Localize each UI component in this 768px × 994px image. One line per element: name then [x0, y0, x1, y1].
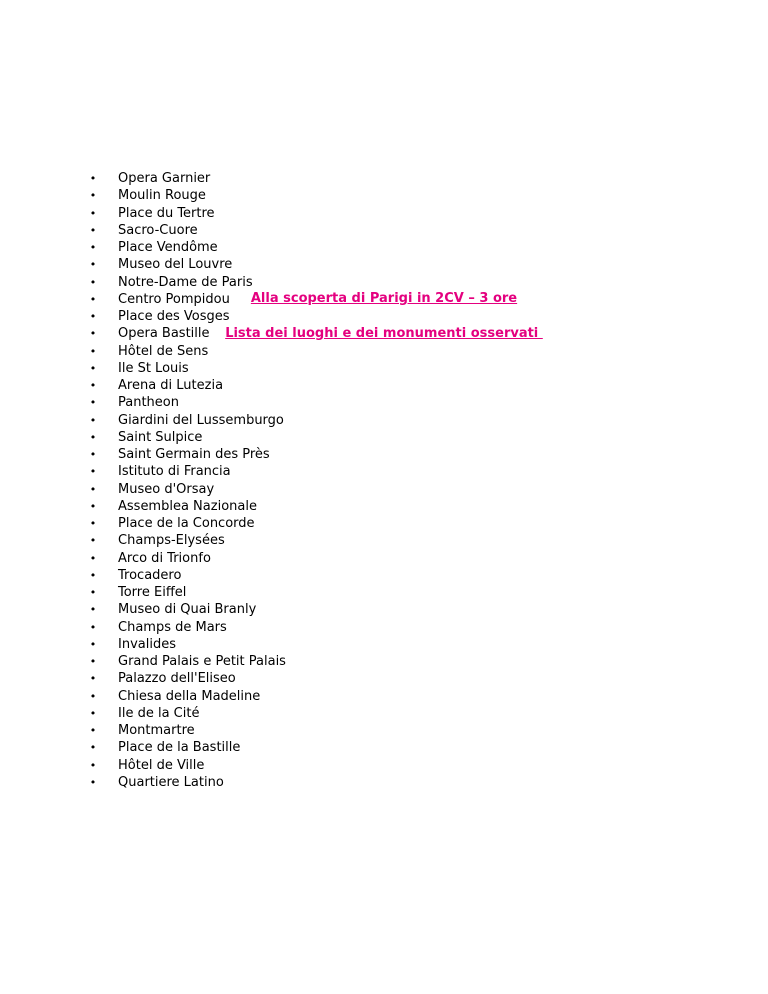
place-name: Saint Germain des Près — [118, 447, 270, 462]
place-name: Pantheon — [118, 395, 179, 411]
bullet-icon: • — [89, 206, 97, 220]
place-name: Place de la Bastille — [118, 740, 241, 756]
list-item — [88, 739, 286, 756]
place-name: Museo del Louvre — [118, 257, 233, 273]
list-item — [88, 567, 286, 584]
bullet-icon: • — [89, 551, 97, 565]
list-item — [88, 394, 286, 411]
place-name: Centro Pompidou — [118, 291, 230, 307]
list-item — [88, 325, 286, 342]
place-name: Opera Bastille — [118, 326, 210, 342]
list-item — [88, 722, 286, 739]
place-name: Hôtel de Ville — [118, 757, 205, 773]
bullet-icon: • — [89, 689, 97, 703]
list-item — [88, 705, 286, 722]
list-item — [88, 550, 286, 567]
place-name: Torre Eiffel — [118, 585, 187, 600]
bullet-icon: • — [89, 637, 97, 651]
list-item — [88, 515, 286, 532]
places-list — [88, 170, 286, 791]
place-name: Place Vendôme — [118, 240, 218, 255]
bullet-icon: • — [89, 258, 97, 272]
list-item — [88, 601, 286, 618]
place-name: Istituto di Francia — [118, 464, 231, 480]
bullet-icon: • — [89, 517, 97, 530]
place-name: Montmartre — [118, 723, 195, 738]
place-name: Palazzo dell'Eliseo — [118, 671, 236, 687]
list-item — [88, 343, 286, 360]
list-item — [88, 429, 286, 446]
place-name: Chiesa della Madeline — [118, 688, 261, 704]
bullet-icon: • — [89, 586, 97, 599]
list-item — [88, 653, 286, 670]
document-subtitle: Lista dei luoghi e dei monumenti osservati — [225, 326, 543, 341]
place-name: Giardini del Lussemburgo — [118, 412, 284, 428]
list-item — [88, 308, 286, 325]
bullet-icon: • — [89, 379, 97, 392]
list-item — [88, 412, 286, 429]
place-name: Ile de la Cité — [118, 705, 200, 721]
place-name: Champs-Elysées — [118, 533, 225, 549]
bullet-icon: • — [89, 655, 97, 668]
bullet-icon: • — [89, 223, 97, 237]
bullet-icon: • — [89, 327, 97, 341]
list-item — [88, 446, 286, 463]
place-name: Grand Palais e Petit Palais — [118, 654, 286, 669]
bullet-icon: • — [89, 603, 97, 617]
bullet-icon: • — [89, 344, 97, 358]
bullet-icon: • — [89, 741, 97, 755]
place-name: Hôtel de Sens — [118, 343, 209, 359]
bullet-icon: • — [89, 292, 97, 306]
place-name: Sacro-Cuore — [118, 222, 198, 238]
bullet-icon: • — [89, 275, 97, 289]
place-name: Arena di Lutezia — [118, 378, 224, 393]
list-item — [88, 274, 286, 291]
bullet-icon: • — [89, 172, 97, 185]
list-item — [88, 688, 286, 705]
place-name: Invalides — [118, 636, 176, 652]
place-name: Notre-Dame de Paris — [118, 274, 253, 290]
list-item — [88, 498, 286, 515]
place-name: Museo d'Orsay — [118, 481, 215, 497]
bullet-icon: • — [89, 448, 97, 461]
bullet-icon: • — [89, 430, 97, 444]
place-name: Champs de Mars — [118, 619, 227, 635]
list-item — [88, 774, 286, 791]
place-name: Place de la Concorde — [118, 516, 255, 531]
list-item — [88, 222, 286, 239]
list-item — [88, 619, 286, 636]
bullet-icon: • — [89, 310, 97, 323]
bullet-icon: • — [89, 534, 97, 548]
bullet-icon: • — [89, 361, 97, 375]
place-name: Opera Garnier — [118, 171, 211, 186]
place-name: Arco di Trionfo — [118, 550, 211, 566]
place-name: Saint Sulpice — [118, 429, 203, 445]
list-item — [88, 377, 286, 394]
place-name: Assemblea Nazionale — [118, 498, 257, 514]
document-title: Alla scoperta di Parigi in 2CV – 3 ore — [250, 291, 518, 306]
place-name: Museo di Quai Branly — [118, 602, 257, 618]
list-item — [88, 205, 286, 222]
list-item — [88, 187, 286, 204]
bullet-icon: • — [89, 413, 97, 427]
bullet-icon: • — [89, 189, 97, 203]
place-name: Place des Vosges — [118, 309, 230, 324]
bullet-icon: • — [89, 465, 97, 479]
place-name: Quartiere Latino — [118, 774, 224, 790]
list-item — [88, 584, 286, 601]
list-item — [88, 256, 286, 273]
list-item — [88, 481, 286, 498]
list-item — [88, 239, 286, 256]
bullet-icon: • — [89, 241, 97, 254]
place-name: Place du Tertre — [118, 205, 215, 221]
place-name: Trocadero — [118, 567, 182, 583]
list-item — [88, 532, 286, 549]
bullet-icon: • — [89, 482, 97, 496]
bullet-icon: • — [89, 396, 97, 410]
bullet-icon: • — [89, 620, 97, 634]
place-name: Ile St Louis — [118, 360, 189, 376]
bullet-icon: • — [89, 499, 97, 513]
bullet-icon: • — [89, 758, 97, 772]
list-item — [88, 463, 286, 480]
list-item — [88, 757, 286, 774]
list-item — [88, 636, 286, 653]
bullet-icon: • — [89, 672, 97, 686]
bullet-icon: • — [89, 568, 97, 582]
list-item — [88, 360, 286, 377]
place-name: Moulin Rouge — [118, 188, 206, 204]
bullet-icon: • — [89, 724, 97, 737]
list-item — [88, 291, 286, 308]
list-item — [88, 670, 286, 687]
list-item — [88, 170, 286, 187]
bullet-icon: • — [89, 706, 97, 720]
bullet-icon: • — [89, 775, 97, 789]
